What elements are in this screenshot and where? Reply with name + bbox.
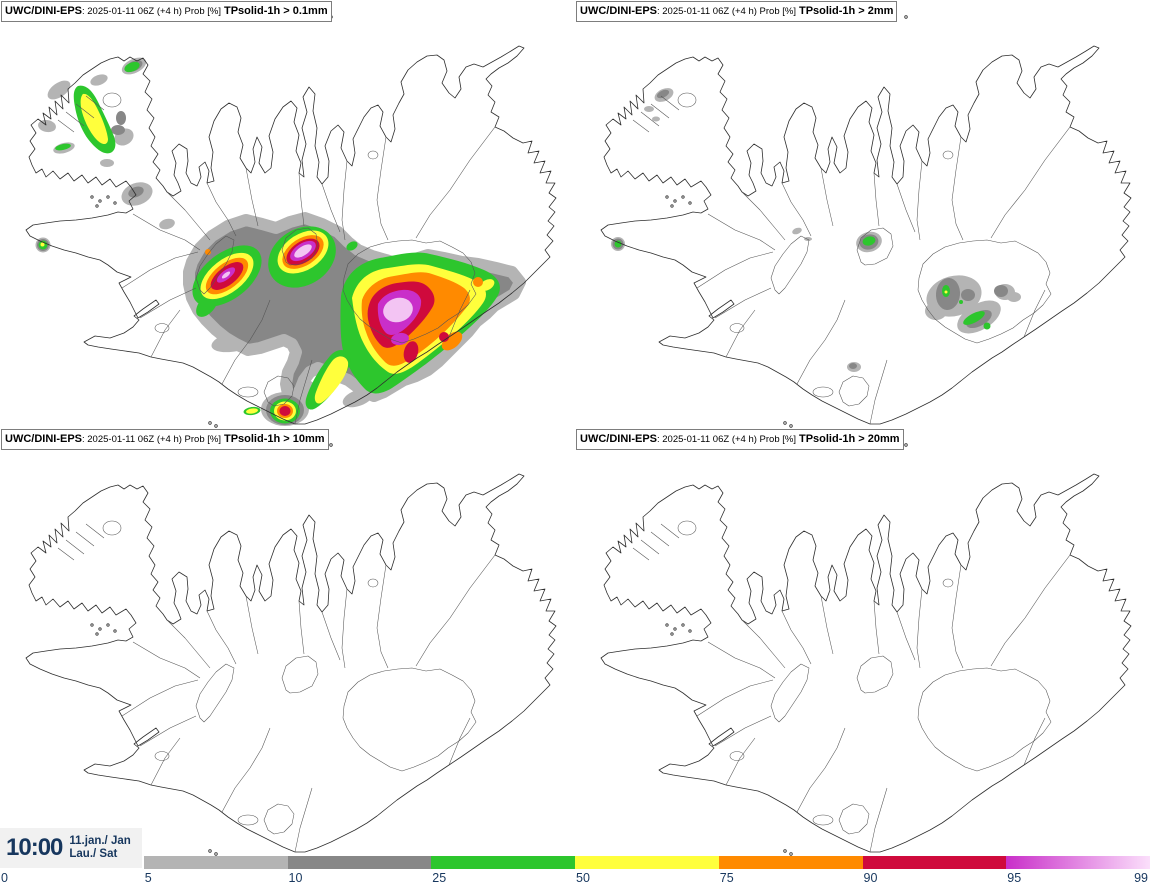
iceland-map-10mm	[0, 428, 573, 856]
colorbar-tick-95: 95	[1007, 871, 1022, 885]
colorbar-segment-25-50	[431, 856, 575, 869]
variable-name: TPsolid-1h > 2mm	[798, 5, 894, 17]
precip-overlay	[611, 85, 1021, 372]
valid-time: 10:00	[6, 834, 63, 861]
variable-name: TPsolid-1h > 20mm	[798, 433, 900, 445]
iceland-map-0.1mm	[0, 0, 573, 428]
run-info: : 2025-01-11 06Z (+4 h) Prob [%]	[657, 6, 796, 17]
model-name: UWC/DINI-EPS	[5, 433, 82, 445]
valid-date	[69, 835, 130, 861]
run-info: : 2025-01-11 06Z (+4 h) Prob [%]	[82, 434, 221, 445]
colorbar-segment-90-95	[863, 856, 1007, 869]
variable-name: TPsolid-1h > 0.1mm	[223, 5, 328, 17]
panel-title	[576, 429, 904, 450]
colorbar-segment-95-99	[1006, 856, 1150, 869]
colorbar-tick-25: 25	[432, 871, 447, 885]
run-info: : 2025-01-11 06Z (+4 h) Prob [%]	[657, 434, 796, 445]
colorbar-segment-5-10	[144, 856, 288, 869]
colorbar-tick-5: 5	[144, 871, 152, 885]
iceland-map-2mm	[575, 0, 1148, 428]
model-name: UWC/DINI-EPS	[580, 433, 657, 445]
valid-date-line2: Lau./ Sat	[69, 848, 118, 860]
panel-prob-0.1mm	[0, 0, 573, 428]
colorbar-tick-99: 99	[1134, 871, 1148, 885]
model-name: UWC/DINI-EPS	[580, 5, 657, 17]
panel-prob-20mm	[575, 428, 1148, 856]
colorbar-tick-75: 75	[719, 871, 734, 885]
colorbar-segment-50-75	[575, 856, 719, 869]
colorbar-tick-90: 90	[863, 871, 878, 885]
panel-title	[576, 1, 897, 22]
valid-time-box	[0, 828, 142, 868]
panel-prob-10mm	[0, 428, 573, 856]
run-info: : 2025-01-11 06Z (+4 h) Prob [%]	[82, 6, 221, 17]
variable-name: TPsolid-1h > 10mm	[223, 433, 325, 445]
panel-title	[1, 429, 329, 450]
precip-overlay	[36, 54, 521, 426]
model-name: UWC/DINI-EPS	[5, 5, 82, 17]
colorbar-segment-75-90	[719, 856, 863, 869]
colorbar-segment-10-25	[288, 856, 432, 869]
valid-date-line1: 11.jan./ Jan	[69, 835, 131, 847]
colorbar-tick-50: 50	[576, 871, 590, 885]
probability-colorbar	[0, 856, 1150, 891]
iceland-map-20mm	[575, 428, 1148, 856]
panel-prob-2mm	[575, 0, 1148, 428]
panel-title	[1, 1, 332, 22]
colorbar-tick-10: 10	[288, 871, 303, 885]
colorbar-tick-0: 0	[1, 871, 8, 885]
